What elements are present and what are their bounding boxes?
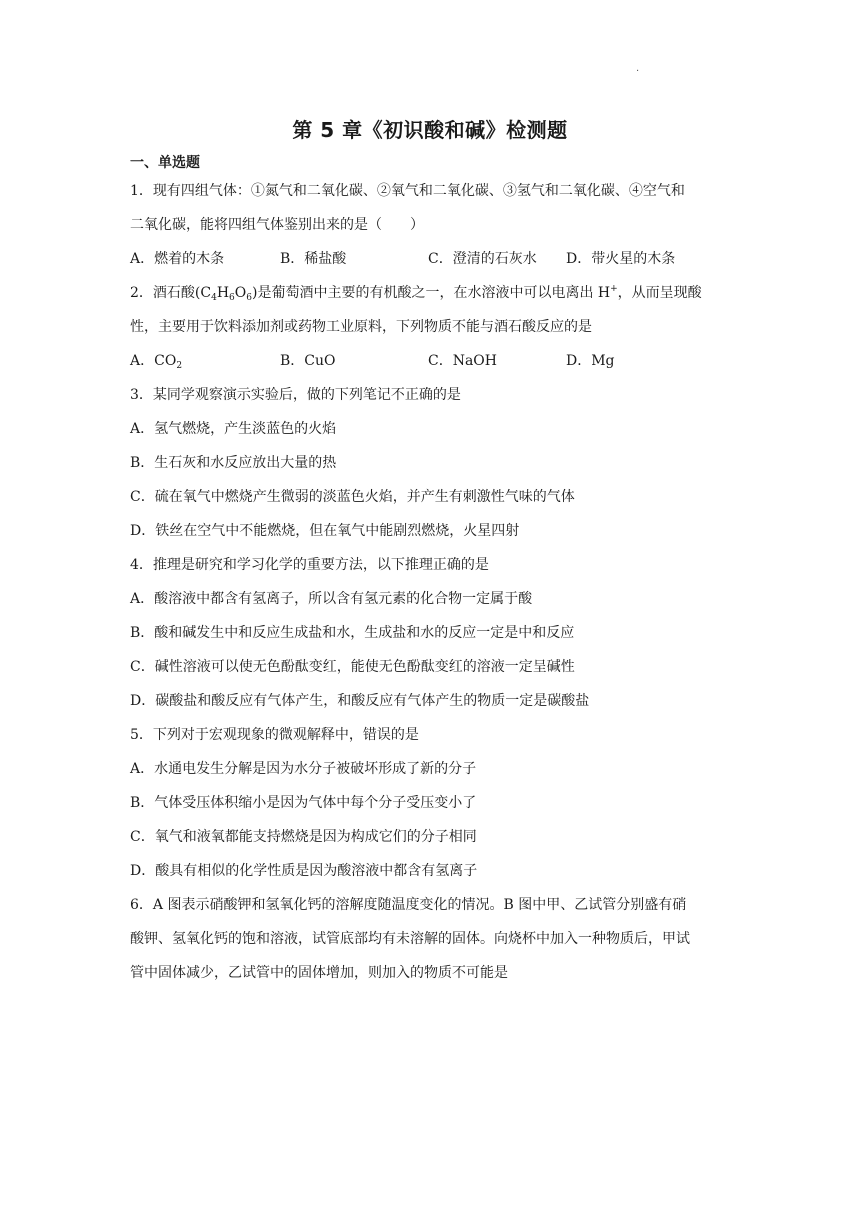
- question-2-line-1: [130, 283, 740, 317]
- q2-sub-1: 4: [211, 293, 217, 303]
- question-3-option-b: B．生石灰和水反应放出大量的热: [130, 455, 337, 471]
- question-5-option-d: D．酸具有相似的化学性质是因为酸溶液中都含有氢离子: [130, 863, 478, 879]
- question-2-option-a: [130, 351, 280, 385]
- question-3-stem: 3．某同学观察演示实验后，做的下列笔记不正确的是: [130, 387, 461, 403]
- question-6-line-3: 管中固体减少，乙试管中的固体增加，则加入的物质不可能是: [130, 965, 508, 981]
- q2-text-b: H: [216, 285, 230, 301]
- q2-sub-3: 6: [246, 293, 252, 303]
- question-1-option-b: B．稀盐酸: [280, 251, 347, 267]
- question-2-option-c: C．NaOH: [428, 353, 497, 369]
- question-1-option-c: C．澄清的石灰水: [428, 251, 537, 267]
- q2-opt-a-text: A．CO: [130, 353, 177, 369]
- question-4-option-b: B．酸和碱发生中和反应生成盐和水，生成盐和水的反应一定是中和反应: [130, 625, 575, 641]
- q2-opt-a-sub: 2: [176, 361, 183, 371]
- question-1-options: [130, 249, 740, 283]
- question-6-line-2: 酸钾、氢氧化钙的饱和溶液，试管底部均有未溶解的固体。向烧杯中加入一种物质后，甲试: [130, 931, 690, 947]
- question-5-option-b: B．气体受压体积缩小是因为气体中每个分子受压变小了: [130, 795, 477, 811]
- question-2-options: [130, 351, 740, 385]
- question-1-line-2: 二氧化碳，能将四组气体鉴别出来的是（ ）: [130, 217, 424, 233]
- question-4-option-d: D．碳酸盐和酸反应有气体产生，和酸反应有气体产生的物质一定是碳酸盐: [130, 693, 590, 709]
- question-3-option-c: C．硫在氧气中燃烧产生微弱的淡蓝色火焰，并产生有刺激性气味的气体: [130, 489, 575, 505]
- question-2-line-2: 性，主要用于饮料添加剂或药物工业原料，下列物质不能与酒石酸反应的是: [130, 319, 592, 335]
- question-1-option-d: D．带火星的木条: [566, 251, 676, 267]
- question-4-option-a: A．酸溶液中都含有氢离子，所以含有氢元素的化合物一定属于酸: [130, 591, 533, 607]
- question-1-option-a: A．燃着的木条: [130, 251, 225, 267]
- question-5-option-a: A．水通电发生分解是因为水分子被破坏形成了新的分子: [130, 761, 477, 777]
- question-3-option-a: A．氢气燃烧，产生淡蓝色的火焰: [130, 421, 337, 437]
- question-2-option-d: D．Mg: [566, 353, 615, 369]
- q2-text-c: O: [234, 285, 247, 301]
- question-4-stem: 4．推理是研究和学习化学的重要方法，以下推理正确的是: [130, 557, 489, 573]
- question-6-line-1: 6．A 图表示硝酸钾和氢氧化钙的溶解度随温度变化的情况。B 图中甲、乙试管分别盛有硝: [130, 897, 687, 913]
- question-4-option-c: C．碱性溶液可以使无色酚酞变红，能使无色酚酞变红的溶液一定呈碱性: [130, 659, 575, 675]
- header-mark: ·: [636, 66, 640, 77]
- section-heading: 一、单选题: [130, 155, 200, 171]
- q2-text-a: 2．酒石酸(C: [130, 285, 212, 301]
- question-5-stem: 5．下列对于宏观现象的微观解释中，错误的是: [130, 727, 419, 743]
- question-5-option-c: C．氧气和液氧都能支持燃烧是因为构成它们的分子相同: [130, 829, 477, 845]
- question-list: [130, 181, 740, 997]
- q2-sub-2: 6: [229, 293, 235, 303]
- question-2-option-b: B．CuO: [280, 353, 336, 369]
- question-1-line-1: 1．现有四组气体：①氮气和二氧化碳、②氧气和二氧化碳、③氢气和二氧化碳、④空气和: [130, 183, 685, 199]
- page-title: 第 5 章《初识酸和碱》检测题: [292, 118, 568, 142]
- question-3-option-d: D．铁丝在空气中不能燃烧，但在氧气中能剧烈燃烧，火星四射: [130, 523, 520, 539]
- q2-text-d: )是葡萄酒中主要的有机酸之一，在水溶液中可以电离出 H: [252, 285, 611, 301]
- q2-text-e: ，从而呈现酸: [617, 285, 702, 301]
- q2-sup: +: [610, 284, 618, 294]
